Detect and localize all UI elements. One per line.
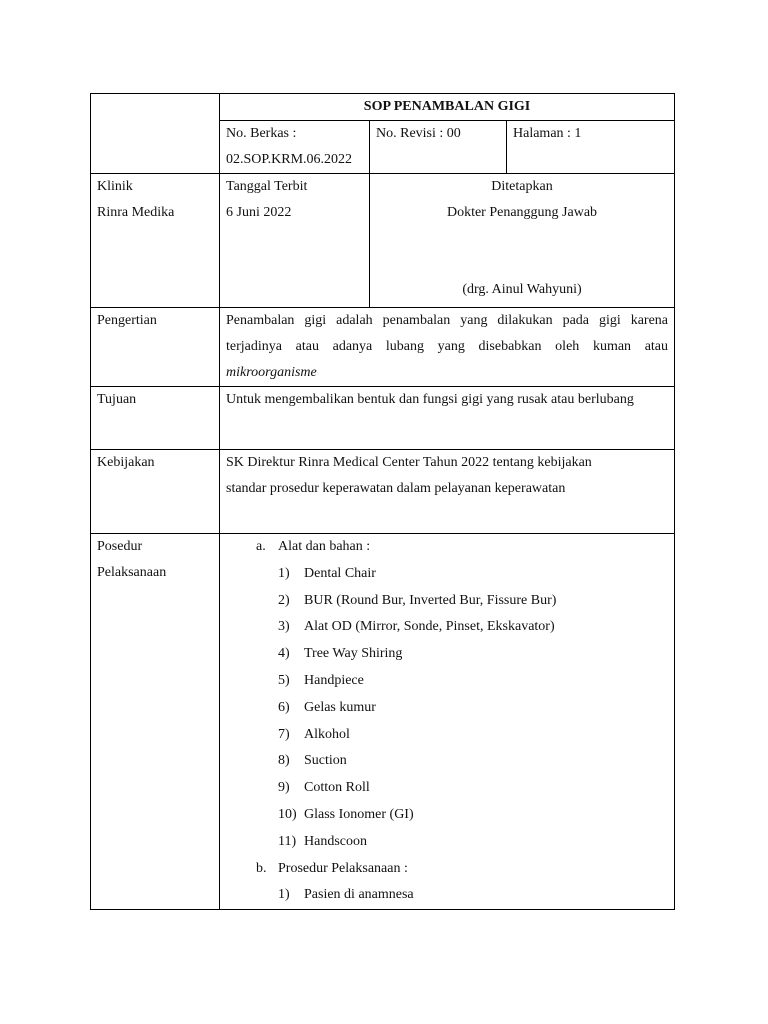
list-item [226, 561, 668, 588]
list-item [226, 614, 668, 641]
prosedur-content [220, 534, 675, 910]
sop-table [90, 93, 675, 910]
list-item-text: BUR (Round Bur, Inverted Bur, Fissure Bur) [304, 592, 557, 608]
pengertian-text [220, 308, 675, 387]
tujuan-text: Untuk mengembalikan bentuk dan fungsi gigi yang rusak atau berlubang [220, 387, 675, 450]
section-a-marker: a. [256, 539, 266, 554]
list-item [226, 882, 668, 909]
list-item-text: Glass Ionomer (GI) [304, 806, 414, 822]
list-item-text: Cotton Roll [304, 780, 370, 796]
no-berkas-label: No. Berkas : [226, 126, 297, 141]
title-row [91, 94, 675, 121]
list-item-text: Tree Way Shiring [304, 646, 403, 662]
dokter-label: Dokter Penanggung Jawab [446, 205, 598, 220]
list-item [226, 775, 668, 802]
prosedur-row [91, 534, 675, 910]
sop-document [90, 93, 674, 908]
list-item-text: Handscoon [304, 833, 367, 849]
list-item-text: Alat OD (Mirror, Sonde, Pinset, Ekskavator) [304, 619, 555, 635]
list-item [226, 641, 668, 668]
prosedur-label2: Pelaksanaan [97, 565, 167, 580]
prosedur-label1: Posedur [97, 539, 143, 554]
kebijakan-line1: SK Direktur Rinra Medical Center Tahun 2022 tentang kebijakan [226, 455, 592, 470]
prosedur-list [226, 534, 668, 909]
list-item-number: 4) [278, 646, 290, 662]
list-item [226, 748, 668, 775]
clinic-line1: Klinik [97, 179, 133, 194]
list-item [226, 802, 668, 829]
clinic-name-cell [91, 174, 220, 308]
section-b [226, 856, 668, 883]
section-b-title: Prosedur Pelaksanaan : [278, 860, 408, 876]
list-item-number: 8) [278, 753, 290, 769]
list-item [226, 588, 668, 615]
pengertian-body: Penambalan gigi adalah penambalan yang dilakukan pada gigi karena terjadinya atau adanya lubang yang disebabkan oleh kuman atau [226, 313, 669, 354]
list-item [226, 668, 668, 695]
tanggal-cell [220, 174, 370, 308]
document-title: SOP PENAMBALAN GIGI [220, 94, 675, 121]
list-item-text: Suction [304, 753, 347, 769]
tujuan-label: Tujuan [91, 387, 220, 450]
pengertian-italic: mikroorganisme [226, 365, 317, 380]
clinic-line2: Rinra Medika [97, 205, 175, 220]
ditetapkan-label: Ditetapkan [491, 179, 553, 194]
kebijakan-label: Kebijakan [91, 450, 220, 534]
halaman: Halaman : 1 [507, 121, 675, 174]
list-item-number: 3) [278, 619, 290, 635]
list-item-number: 9) [278, 780, 290, 796]
tujuan-row [91, 387, 675, 450]
list-item-text: Alkohol [304, 726, 350, 742]
section-a-title: Alat dan bahan : [278, 539, 371, 554]
list-item-number: 1) [278, 565, 290, 581]
list-item [226, 722, 668, 749]
prosedur-label-cell [91, 534, 220, 910]
list-item-number: 6) [278, 699, 290, 715]
list-item-number: 5) [278, 672, 290, 688]
no-berkas-cell [220, 121, 370, 174]
signer-name: (drg. Ainul Wahyuni) [462, 282, 582, 297]
list-item-number: 11) [278, 833, 297, 849]
no-revisi: No. Revisi : 00 [370, 121, 507, 174]
kebijakan-row [91, 450, 675, 534]
list-item-number: 1) [278, 887, 290, 903]
section-a [226, 534, 668, 561]
pengertian-label: Pengertian [91, 308, 220, 387]
list-item-number: 2) [278, 592, 290, 608]
list-item [226, 829, 668, 856]
list-item-number: 10) [278, 806, 297, 822]
kebijakan-text [220, 450, 675, 534]
list-item-number: 7) [278, 726, 290, 742]
ditetapkan-cell [370, 174, 675, 308]
kebijakan-line2: standar prosedur keperawatan dalam pelayanan keperawatan [226, 481, 566, 496]
tanggal-label: Tanggal Terbit [226, 179, 308, 194]
list-item-text: Pasien di anamnesa [304, 887, 414, 903]
list-item-text: Dental Chair [304, 565, 376, 581]
pengertian-row [91, 308, 675, 387]
no-berkas-value: 02.SOP.KRM.06.2022 [226, 152, 353, 167]
section-b-marker: b. [256, 860, 267, 876]
tanggal-value: 6 Juni 2022 [226, 205, 292, 220]
list-item-text: Handpiece [304, 672, 364, 688]
logo-cell [91, 94, 220, 174]
clinic-row [91, 174, 675, 308]
list-item-text: Gelas kumur [304, 699, 376, 715]
list-item [226, 695, 668, 722]
